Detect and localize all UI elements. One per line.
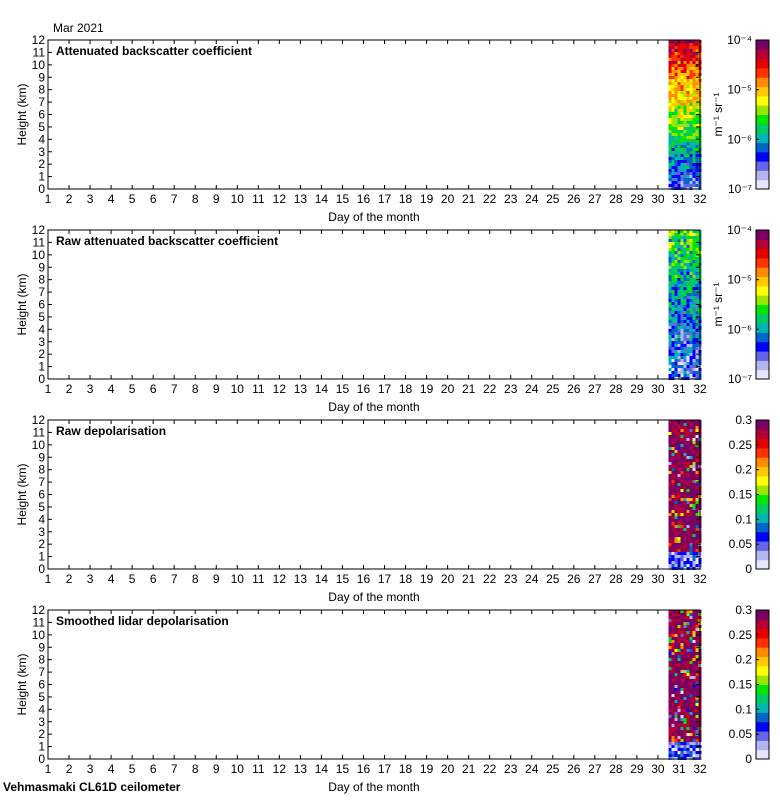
panel-title: Attenuated backscatter coefficient: [56, 44, 253, 58]
colorbar-tick-label: 0.25: [728, 627, 752, 642]
colorbar-segment: [756, 277, 769, 287]
colorbar-segment: [756, 332, 769, 342]
x-tick-label: 21: [461, 382, 476, 396]
y-tick-label: 10: [31, 437, 45, 452]
x-tick-label: 8: [191, 762, 199, 776]
colorbar-segment: [756, 351, 769, 361]
y-tick-label: 5: [38, 689, 45, 704]
colorbar-segment: [756, 619, 769, 629]
x-tick-label: 28: [609, 762, 623, 776]
x-tick-label: 3: [86, 762, 94, 776]
colorbar-segment: [756, 314, 769, 324]
y-tick-label: 1: [38, 359, 45, 374]
x-tick-label: 24: [525, 192, 539, 206]
x-tick-label: 26: [567, 572, 581, 586]
x-tick-label: 28: [609, 572, 623, 586]
colorbar-segment: [756, 68, 769, 78]
colorbar-segment: [756, 370, 769, 380]
x-tick-label: 25: [546, 572, 560, 586]
x-tick-label: 7: [170, 192, 178, 206]
colorbar-segment: [756, 429, 769, 439]
x-tick-label: 24: [525, 382, 539, 396]
x-tick-label: 28: [609, 382, 623, 396]
y-tick-label: 1: [38, 169, 45, 184]
y-tick-label: 1: [38, 739, 45, 754]
y-tick-label: 4: [38, 702, 45, 717]
x-tick-label: 26: [567, 382, 581, 396]
colorbar-segment: [756, 694, 769, 704]
colorbar-segment: [756, 629, 769, 639]
colorbar-segment: [756, 40, 769, 50]
x-tick-label: 19: [419, 762, 434, 776]
x-tick-label: 25: [546, 762, 560, 776]
colorbar-segment: [756, 638, 769, 648]
colorbar-segment: [756, 133, 769, 143]
colorbar-segment: [756, 180, 769, 190]
colorbar-segment: [756, 476, 769, 486]
colorbar-segment: [756, 77, 769, 87]
x-tick-label: 3: [86, 572, 94, 586]
y-tick-label: 0: [38, 182, 45, 196]
x-tick-label: 2: [65, 762, 73, 776]
colorbar-segment: [756, 105, 769, 115]
x-tick-label: 23: [504, 572, 518, 586]
y-axis-label: Height (km): [15, 463, 29, 526]
x-tick-label: 32: [693, 762, 707, 776]
y-tick-label: 0: [38, 562, 45, 576]
colorbar-segment: [756, 685, 769, 695]
colorbar: [729, 603, 769, 766]
x-tick-label: 25: [546, 382, 560, 396]
colorbar-segment: [756, 87, 769, 97]
colorbar-segment: [756, 722, 769, 732]
x-tick-label: 8: [191, 192, 199, 206]
x-tick-label: 3: [86, 192, 94, 206]
x-tick-label: 5: [128, 382, 136, 396]
x-tick-label: 7: [170, 572, 178, 586]
colorbar-segment: [756, 740, 769, 750]
x-tick-label: 18: [398, 382, 413, 396]
x-tick-label: 31: [672, 382, 686, 396]
colorbar-tick-label: 10⁻⁴: [727, 223, 752, 237]
x-tick-label: 14: [314, 382, 329, 396]
colorbar-segment: [756, 731, 769, 741]
x-tick-label: 14: [314, 762, 329, 776]
y-tick-label: 3: [38, 524, 45, 539]
x-tick-label: 9: [212, 572, 220, 586]
y-tick-label: 9: [38, 450, 45, 465]
colorbar-tick-label: 10⁻⁶: [727, 132, 752, 147]
x-tick-label: 2: [65, 382, 73, 396]
y-tick-label: 1: [38, 549, 45, 564]
colorbar: [711, 223, 769, 386]
colorbar-tick-label: 0.2: [735, 652, 752, 667]
x-tick-label: 30: [651, 192, 665, 206]
colorbar-tick-label: 0.3: [735, 603, 752, 617]
x-tick-label: 5: [128, 572, 136, 586]
y-tick-label: 9: [38, 260, 45, 275]
x-tick-label: 13: [293, 382, 308, 396]
x-tick-label: 11: [252, 382, 265, 396]
x-tick-label: 16: [356, 572, 371, 586]
x-tick-label: 12: [272, 382, 287, 396]
colorbar-segment: [756, 152, 769, 162]
colorbar-segment: [756, 657, 769, 667]
y-tick-label: 5: [38, 499, 45, 514]
colorbar-segment: [756, 666, 769, 676]
colorbar-segment: [756, 305, 769, 315]
x-tick-label: 29: [630, 192, 644, 206]
x-tick-label: 27: [588, 762, 602, 776]
y-axis-label: Height (km): [15, 83, 29, 146]
y-tick-label: 3: [38, 144, 45, 159]
x-tick-label: 10: [230, 382, 244, 396]
x-tick-label: 15: [335, 572, 350, 586]
x-tick-label: 2: [65, 572, 73, 586]
station-label: Vehmasmaki CL61D ceilometer: [3, 780, 181, 794]
x-tick-label: 20: [440, 192, 455, 206]
x-tick-label: 20: [440, 572, 455, 586]
y-tick-label: 9: [38, 70, 45, 85]
colorbar-segment: [756, 750, 769, 760]
x-tick-label: 7: [170, 382, 178, 396]
x-tick-label: 19: [419, 382, 434, 396]
x-tick-label: 17: [377, 572, 392, 586]
x-tick-label: 29: [630, 382, 644, 396]
panel-2: [15, 223, 769, 414]
x-tick-label: 3: [86, 382, 94, 396]
x-tick-label: 2: [65, 192, 73, 206]
x-tick-label: 23: [504, 192, 518, 206]
plot-frame: [48, 230, 700, 379]
x-tick-label: 20: [440, 762, 455, 776]
y-tick-label: 10: [31, 57, 45, 72]
x-tick-label: 21: [461, 192, 476, 206]
colorbar-segment: [756, 96, 769, 106]
colorbar-segment: [756, 513, 769, 523]
y-tick-label: 8: [38, 272, 45, 287]
x-tick-label: 4: [107, 762, 115, 776]
colorbar-segment: [756, 550, 769, 560]
colorbar-segment: [756, 115, 769, 125]
y-tick-label: 4: [38, 132, 45, 147]
x-tick-label: 13: [293, 572, 308, 586]
colorbar-segment: [756, 703, 769, 713]
x-tick-label: 29: [630, 572, 644, 586]
x-tick-label: 7: [170, 762, 178, 776]
colorbar-segment: [756, 560, 769, 570]
x-tick-label: 30: [651, 572, 665, 586]
y-tick-label: 3: [38, 334, 45, 349]
y-tick-label: 5: [38, 119, 45, 134]
colorbar-segment: [756, 323, 769, 333]
y-tick-label: 2: [38, 537, 45, 552]
x-tick-label: 6: [149, 382, 157, 396]
y-tick-label: 4: [38, 322, 45, 337]
x-tick-label: 22: [482, 382, 497, 396]
x-tick-label: 29: [630, 762, 644, 776]
colorbar-segment: [756, 541, 769, 551]
colorbar-segment: [756, 239, 769, 249]
x-tick-label: 14: [314, 572, 329, 586]
x-tick-label: 5: [128, 762, 136, 776]
colorbar: [711, 33, 769, 196]
panel-title: Raw attenuated backscatter coefficient: [56, 234, 279, 248]
x-tick-label: 6: [149, 572, 157, 586]
x-tick-label: 18: [398, 192, 413, 206]
plot-frame: [48, 40, 700, 189]
x-tick-label: 23: [504, 762, 518, 776]
x-tick-label: 14: [314, 192, 329, 206]
colorbar-tick-label: 10⁻⁷: [727, 182, 752, 196]
colorbar-tick-label: 0: [745, 752, 752, 766]
colorbar-segment: [756, 249, 769, 259]
panel-1: [15, 33, 769, 224]
colorbar-tick-label: 0.1: [735, 702, 752, 717]
x-tick-label: 16: [356, 192, 371, 206]
x-tick-label: 6: [149, 762, 157, 776]
x-tick-label: 10: [230, 192, 244, 206]
panel-title: Smoothed lidar depolarisation: [56, 614, 229, 628]
x-tick-label: 11: [252, 192, 265, 206]
y-tick-label: 11: [32, 45, 45, 60]
panel-4: [15, 603, 769, 794]
colorbar-segment: [756, 230, 769, 240]
panel-title: Raw depolarisation: [56, 424, 167, 438]
plot-frame: [48, 420, 700, 569]
y-tick-label: 6: [38, 677, 45, 692]
x-tick-label: 17: [377, 762, 392, 776]
colorbar-segment: [756, 448, 769, 458]
colorbar: [729, 413, 769, 576]
x-tick-label: 6: [149, 192, 157, 206]
x-tick-label: 26: [567, 762, 581, 776]
y-axis-label: Height (km): [15, 653, 29, 716]
colorbar-segment: [756, 59, 769, 69]
x-tick-label: 11: [252, 572, 265, 586]
x-tick-label: 8: [191, 572, 199, 586]
y-tick-label: 8: [38, 462, 45, 477]
colorbar-segment: [756, 439, 769, 449]
x-tick-label: 1: [44, 192, 52, 206]
x-tick-label: 4: [107, 572, 115, 586]
x-tick-label: 12: [272, 192, 287, 206]
x-tick-label: 1: [44, 762, 52, 776]
colorbar-tick-label: 10⁻⁴: [727, 33, 752, 47]
y-tick-label: 12: [31, 413, 45, 427]
x-tick-label: 12: [272, 762, 287, 776]
colorbar-tick-label: 10⁻⁷: [727, 372, 752, 386]
colorbar-tick-label: 0.1: [735, 512, 752, 527]
x-tick-label: 27: [588, 382, 602, 396]
x-tick-label: 15: [335, 762, 350, 776]
x-tick-label: 24: [525, 572, 539, 586]
colorbar-segment: [756, 161, 769, 171]
month-label: Mar 2021: [53, 21, 104, 35]
colorbar-segment: [756, 170, 769, 180]
x-tick-label: 18: [398, 572, 413, 586]
y-tick-label: 8: [38, 652, 45, 667]
colorbar-segment: [756, 485, 769, 495]
y-tick-label: 7: [38, 665, 45, 680]
x-tick-label: 27: [588, 192, 602, 206]
x-tick-label: 30: [651, 382, 665, 396]
y-tick-label: 4: [38, 512, 45, 527]
y-tick-label: 5: [38, 309, 45, 324]
colorbar-segment: [756, 522, 769, 532]
y-tick-label: 9: [38, 640, 45, 655]
colorbar-segment: [756, 142, 769, 152]
colorbar-tick-label: 10⁻⁵: [727, 272, 752, 287]
colorbar-segment: [756, 49, 769, 59]
x-tick-label: 4: [107, 192, 115, 206]
colorbar-tick-label: 10⁻⁶: [727, 322, 752, 337]
x-tick-label: 20: [440, 382, 455, 396]
x-tick-label: 5: [128, 192, 136, 206]
colorbar-tick-label: 0.15: [728, 487, 752, 502]
colorbar-segment: [756, 457, 769, 467]
y-tick-label: 12: [31, 33, 45, 47]
x-tick-label: 26: [567, 192, 581, 206]
x-axis-label: Day of the month: [328, 780, 420, 794]
y-tick-label: 3: [38, 714, 45, 729]
x-axis-label: Day of the month: [328, 400, 420, 414]
colorbar-tick-label: 0: [745, 562, 752, 576]
colorbar-segment: [756, 467, 769, 477]
x-tick-label: 9: [212, 762, 220, 776]
x-tick-label: 32: [693, 382, 707, 396]
x-tick-label: 15: [335, 382, 350, 396]
x-tick-label: 8: [191, 382, 199, 396]
x-tick-label: 12: [272, 572, 287, 586]
y-tick-label: 2: [38, 347, 45, 362]
y-tick-label: 7: [38, 475, 45, 490]
x-tick-label: 31: [672, 192, 686, 206]
x-tick-label: 22: [482, 192, 497, 206]
y-tick-label: 6: [38, 487, 45, 502]
colorbar-segment: [756, 610, 769, 620]
x-tick-label: 21: [461, 572, 476, 586]
x-tick-label: 22: [482, 572, 497, 586]
x-tick-label: 13: [293, 192, 308, 206]
y-tick-label: 0: [38, 752, 45, 766]
colorbar-tick-label: 10⁻⁵: [727, 82, 752, 97]
x-tick-label: 19: [419, 572, 434, 586]
colorbar-tick-label: 0.05: [728, 727, 752, 742]
colorbar-tick-label: 0.05: [728, 537, 752, 552]
x-tick-label: 22: [482, 762, 497, 776]
x-tick-label: 27: [588, 572, 602, 586]
colorbar-segment: [756, 504, 769, 514]
colorbar-segment: [756, 532, 769, 542]
colorbar-tick-label: 0.2: [735, 462, 752, 477]
x-tick-label: 25: [546, 192, 560, 206]
colorbar-segment: [756, 286, 769, 296]
y-axis-label: Height (km): [15, 273, 29, 336]
y-tick-label: 12: [31, 223, 45, 237]
colorbar-segment: [756, 712, 769, 722]
x-tick-label: 31: [672, 762, 686, 776]
x-tick-label: 32: [693, 572, 707, 586]
y-tick-label: 11: [32, 615, 45, 630]
colorbar-segment: [756, 267, 769, 277]
colorbar-segment: [756, 258, 769, 268]
x-tick-label: 9: [212, 382, 220, 396]
y-tick-label: 0: [38, 372, 45, 386]
y-tick-label: 11: [32, 425, 45, 440]
y-tick-label: 12: [31, 603, 45, 617]
y-tick-label: 6: [38, 297, 45, 312]
x-axis-label: Day of the month: [328, 210, 420, 224]
x-tick-label: 30: [651, 762, 665, 776]
x-axis-label: Day of the month: [328, 590, 420, 604]
y-tick-label: 2: [38, 727, 45, 742]
colorbar-segment: [756, 420, 769, 430]
y-tick-label: 6: [38, 107, 45, 122]
x-tick-label: 32: [693, 192, 707, 206]
x-tick-label: 1: [44, 572, 52, 586]
x-tick-label: 1: [44, 382, 52, 396]
colorbar-segment: [756, 342, 769, 352]
panel-3: [15, 413, 769, 604]
x-tick-label: 19: [419, 192, 434, 206]
x-tick-label: 16: [356, 762, 371, 776]
colorbar-units: m⁻¹ sr⁻¹: [711, 92, 725, 137]
x-tick-label: 16: [356, 382, 371, 396]
colorbar-tick-label: 0.25: [728, 437, 752, 452]
x-tick-label: 31: [672, 572, 686, 586]
y-tick-label: 10: [31, 247, 45, 262]
y-tick-label: 7: [38, 95, 45, 110]
y-tick-label: 8: [38, 82, 45, 97]
colorbar-segment: [756, 295, 769, 305]
x-tick-label: 21: [461, 762, 476, 776]
x-tick-label: 17: [377, 382, 392, 396]
y-tick-label: 10: [31, 627, 45, 642]
x-tick-label: 13: [293, 762, 308, 776]
colorbar-tick-label: 0.3: [735, 413, 752, 427]
y-tick-label: 11: [32, 235, 45, 250]
colorbar-segment: [756, 495, 769, 505]
plot-frame: [48, 610, 700, 759]
y-tick-label: 2: [38, 157, 45, 172]
colorbar-units: m⁻¹ sr⁻¹: [711, 282, 725, 327]
x-tick-label: 23: [504, 382, 518, 396]
x-tick-label: 10: [230, 762, 244, 776]
x-tick-label: 28: [609, 192, 623, 206]
colorbar-tick-label: 0.15: [728, 677, 752, 692]
x-tick-label: 9: [212, 192, 220, 206]
x-tick-label: 10: [230, 572, 244, 586]
colorbar-segment: [756, 675, 769, 685]
x-tick-label: 15: [335, 192, 350, 206]
x-tick-label: 17: [377, 192, 392, 206]
y-tick-label: 7: [38, 285, 45, 300]
colorbar-segment: [756, 360, 769, 370]
colorbar-segment: [756, 124, 769, 134]
x-tick-label: 24: [525, 762, 539, 776]
x-tick-label: 11: [252, 762, 265, 776]
x-tick-label: 4: [107, 382, 115, 396]
x-tick-label: 18: [398, 762, 413, 776]
colorbar-segment: [756, 647, 769, 657]
